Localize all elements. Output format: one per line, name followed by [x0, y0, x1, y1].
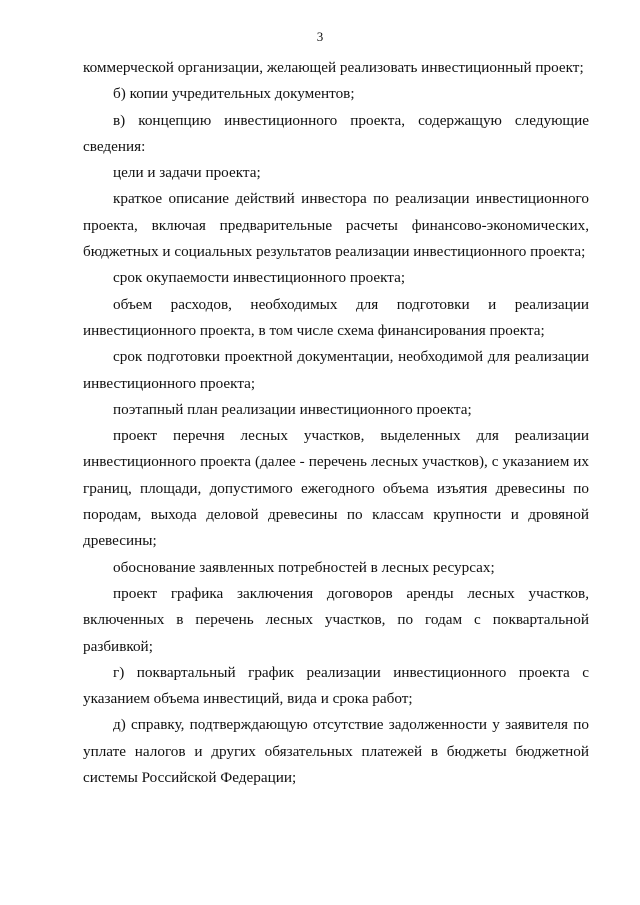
paragraph-goals: цели и задачи проекта; [113, 164, 261, 182]
paragraph-summary: краткое описание действий инвестора по реализации инвестиционного проекта, включая предварительные расчеты финансово-экономических, бюджетных и социальных результатов реализации инвестиционного проекта; [83, 190, 589, 261]
paragraph-item-b: б) копии учредительных документов; [113, 85, 355, 103]
paragraph-stage-plan: поэтапный план реализации инвестиционного проекта; [113, 400, 472, 418]
paragraph-item-v: в) концепцию инвестиционного проекта, содержащую следующие сведения: [83, 111, 589, 155]
paragraph-payback: срок окупаемости инвестиционного проекта; [113, 269, 406, 287]
paragraph-item-d: д) справку, подтверждающую отсутствие задолженности у заявителя по уплате налогов и других обязательных платежей в бюджеты бюджетной системы Российской Федерации; [83, 716, 589, 787]
paragraph-resource-justification: обоснование заявленных потребностей в лесных ресурсах; [113, 558, 495, 576]
paragraph-continuation: коммерческой организации, желающей реализовать инвестиционный проект; [83, 59, 584, 76]
paragraph-item-g: г) поквартальный график реализации инвестиционного проекта с указанием объема инвестиций, вида и срока работ; [83, 663, 589, 708]
paragraph-costs: объем расходов, необходимых для подготовки и реализации инвестиционного проекта, в том числе схема финансирования проекта; [83, 295, 589, 339]
paragraph-lease-schedule: проект графика заключения договоров аренды лесных участков, включенных в перечень лесных участков, по годам с поквартальной разбивкой; [83, 584, 589, 655]
page-number: 3 [316, 29, 324, 44]
document-body [83, 55, 589, 791]
paragraph-design-period: срок подготовки проектной документации, необходимой для реализации инвестиционного проекта; [83, 348, 589, 392]
paragraph-plot-list: проект перечня лесных участков, выделенных для реализации инвестиционного проекта (далее - перечень лесных участков), с указанием их границ, площади, допустимого ежегодного объема изъятия древесины по породам, выхода деловой древесины по классам крупности и дровяной древесины; [83, 427, 589, 550]
